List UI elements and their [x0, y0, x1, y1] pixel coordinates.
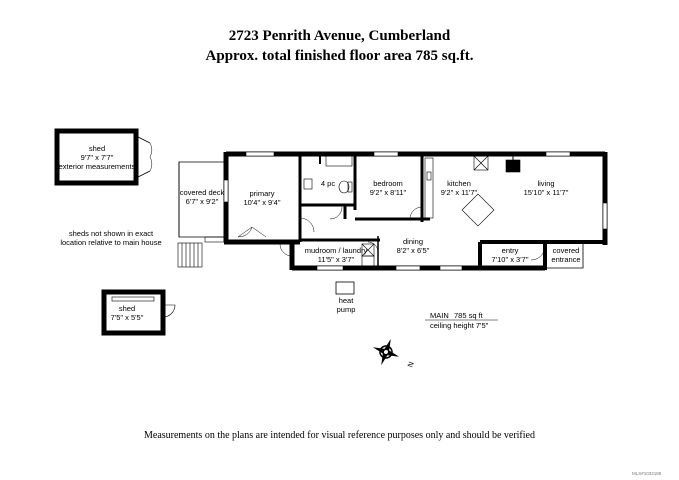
covered-entrance-label-2: entrance — [551, 255, 581, 264]
compass-north-label: N — [405, 360, 416, 369]
summary-area: 785 sq ft — [454, 311, 483, 320]
summary-main: MAIN — [430, 311, 449, 320]
address-title: 2723 Penrith Avenue, Cumberland — [228, 28, 451, 44]
sheds-note-line-1: sheds not shown in exact — [68, 229, 154, 238]
heat-pump-label-1: heat — [338, 296, 354, 305]
disclaimer: Measurements on the plans are intended for visual reference purposes only and should be verified — [144, 430, 535, 441]
area-summary — [425, 311, 498, 330]
shed-2-dims: 7'5" x 5'5" — [110, 313, 144, 322]
kitchen-label: kitchen — [447, 179, 471, 188]
bath-label: 4 pc — [320, 179, 336, 188]
sheds-note-line-2: location relative to main house — [60, 238, 162, 247]
heat-pump-label-2: pump — [336, 305, 356, 314]
bedroom-dims: 9'2" x 8'11" — [369, 188, 407, 197]
primary-dims: 10'4" x 9'4" — [243, 198, 281, 207]
deck-stairs — [178, 237, 225, 267]
covered-deck — [179, 162, 226, 237]
dining-dims: 8'2" x 6'5" — [396, 246, 430, 255]
dining-label: dining — [402, 237, 424, 246]
shed-2-label: shed — [118, 304, 136, 313]
kitchen-dims: 9'2" x 11'7" — [440, 188, 478, 197]
door-swings — [238, 207, 545, 260]
shed-1 — [56, 131, 152, 183]
summary-ceiling: ceiling height 7'5" — [430, 321, 489, 330]
shed-1-label: shed — [88, 144, 106, 153]
entry-label: entry — [501, 246, 519, 255]
shed-2 — [104, 292, 175, 333]
mudroom-dims: 11'5" x 3'7" — [317, 255, 355, 264]
living-dims: 15'10" x 11'7" — [523, 188, 569, 197]
living-label: living — [537, 179, 555, 188]
covered-deck-label: covered deck — [179, 188, 225, 197]
compass-icon — [368, 334, 404, 370]
primary-label: primary — [249, 189, 275, 198]
entry-dims: 7'10" x 3'7" — [491, 255, 529, 264]
mudroom-label: mudroom / laundry — [304, 246, 368, 255]
bedroom-label: bedroom — [373, 179, 403, 188]
floor-area-title: Approx. total finished floor area 785 sq.ft. — [205, 48, 474, 64]
heat-pump — [336, 282, 355, 314]
shed-1-dims: 9'7" x 7'7" — [80, 153, 114, 162]
covered-deck-dims: 6'7" x 9'2" — [185, 197, 219, 206]
mls-number: MLS#1032189 — [632, 471, 662, 476]
shed-1-note: (exterior measurements) — [56, 162, 138, 171]
covered-entrance-label-1: covered — [552, 246, 580, 255]
